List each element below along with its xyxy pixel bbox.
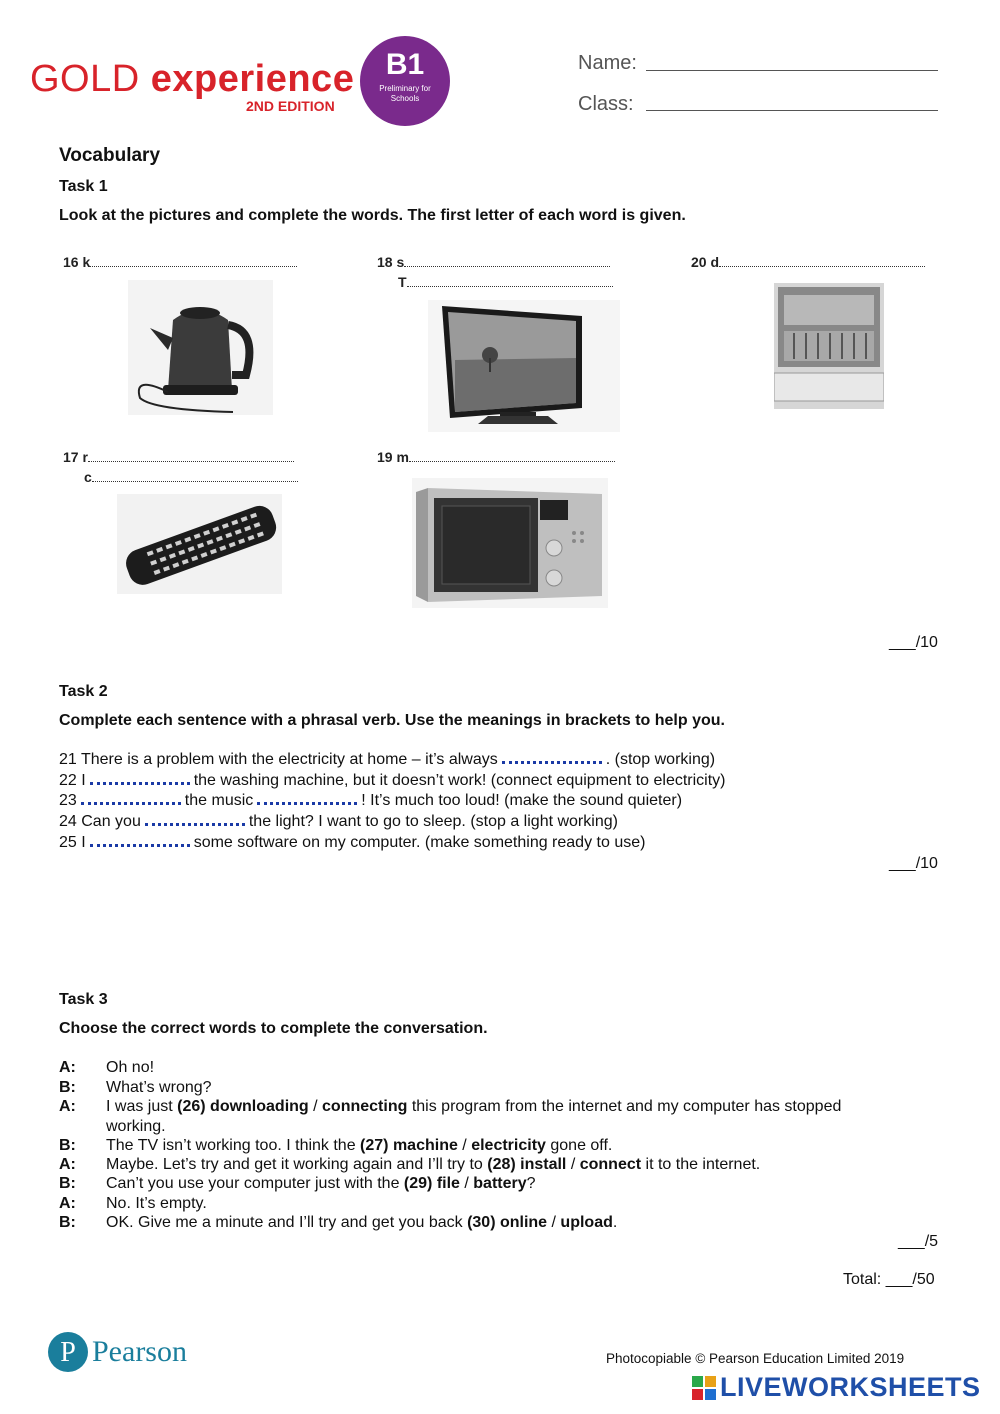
- answer-18b-field[interactable]: [407, 274, 613, 287]
- sentence-21: 21 There is a problem with the electricity at home – it’s always . (stop working): [59, 751, 716, 768]
- dialogue-line: A: No. It’s empty.: [59, 1195, 207, 1212]
- dialogue-line: B: Can’t you use your computer just with the (29) file / battery?: [59, 1175, 536, 1192]
- pearson-logo-icon: [47, 1331, 89, 1373]
- choice-29b[interactable]: battery: [473, 1175, 527, 1192]
- task1-score: ___/10: [889, 634, 938, 651]
- item-18: 18 s: [377, 254, 610, 270]
- task2-score: ___/10: [889, 855, 938, 872]
- choice-26a[interactable]: (26) downloading: [177, 1098, 309, 1115]
- task2-instruction: Complete each sentence with a phrasal verb. Use the meanings in brackets to help you.: [59, 712, 725, 729]
- dialogue-line: B: What’s wrong?: [59, 1079, 212, 1096]
- choice-27b[interactable]: electricity: [471, 1137, 546, 1154]
- liveworksheets-icon: [692, 1376, 716, 1400]
- remote-control-image: [117, 494, 282, 594]
- choice-27a[interactable]: (27) machine: [360, 1137, 458, 1154]
- choice-30b[interactable]: upload: [560, 1214, 613, 1231]
- badge-level: B1: [385, 48, 425, 81]
- dialogue-line: B: OK. Give me a minute and I’ll try and get you back (30) online / upload.: [59, 1214, 618, 1231]
- sentence-24: 24 Can you the light? I want to go to sleep. (stop a light working): [59, 813, 618, 830]
- answer-19-field[interactable]: [409, 449, 615, 462]
- item-17-second: c: [84, 469, 298, 485]
- dialogue-line: B: The TV isn’t working too. I think the (27) machine / electricity gone off.: [59, 1137, 613, 1154]
- brand-logo: GOLD experience: [30, 58, 355, 100]
- answer-18a-field[interactable]: [404, 254, 610, 267]
- answer-20-field[interactable]: [719, 254, 925, 267]
- badge-subtitle: Preliminary for Schools: [379, 84, 431, 103]
- answer-17a-field[interactable]: [88, 449, 294, 462]
- task1-instruction: Look at the pictures and complete the words. The first letter of each word is given.: [59, 207, 686, 224]
- task1-title: Task 1: [59, 178, 108, 195]
- answer-24-field[interactable]: [145, 813, 245, 826]
- item-16: 16 k: [63, 254, 297, 270]
- task2-title: Task 2: [59, 683, 108, 700]
- task3-instruction: Choose the correct words to complete the conversation.: [59, 1020, 488, 1037]
- name-field[interactable]: [646, 70, 938, 71]
- dishwasher-image: [774, 283, 884, 409]
- choice-29a[interactable]: (29) file: [403, 1175, 460, 1192]
- edition-label: 2ND EDITION: [246, 98, 335, 114]
- item-18-second: T: [398, 274, 613, 290]
- publisher-name: Pearson: [92, 1335, 187, 1368]
- item-20: 20 d: [691, 254, 925, 270]
- copyright: Photocopiable © Pearson Education Limited 2019: [606, 1351, 905, 1366]
- name-label: Name:: [578, 52, 637, 74]
- choice-28a[interactable]: (28) install: [487, 1156, 567, 1173]
- answer-23b-field[interactable]: [257, 792, 357, 805]
- kettle-image: [128, 280, 273, 415]
- tv-image: [428, 300, 620, 432]
- liveworksheets-brand: LIVEWORKSHEETS: [720, 1372, 981, 1402]
- level-badge: [360, 36, 450, 126]
- answer-16-field[interactable]: [90, 254, 297, 267]
- choice-26b[interactable]: connecting: [322, 1098, 408, 1115]
- sentence-22: 22 I the washing machine, but it doesn’t work! (connect equipment to electricity): [59, 772, 726, 789]
- answer-17b-field[interactable]: [92, 469, 298, 482]
- item-19: 19 m: [377, 449, 615, 465]
- class-label: Class:: [578, 93, 634, 115]
- sentence-23: 23 the music ! It’s much too loud! (make the sound quieter): [59, 792, 683, 809]
- class-field[interactable]: [646, 110, 938, 111]
- section-title: Vocabulary: [59, 145, 161, 166]
- microwave-image: [412, 478, 608, 608]
- item-17: 17 r: [63, 449, 294, 465]
- dialogue-line: A: Oh no!: [59, 1059, 155, 1076]
- answer-25-field[interactable]: [90, 834, 190, 847]
- task3-title: Task 3: [59, 991, 108, 1008]
- task3-score: ___/5: [898, 1233, 939, 1250]
- dialogue-line: A: I was just (26) downloading / connecting this program from the internet and my computer has stopped working.: [59, 1098, 842, 1135]
- svg-text:P: P: [60, 1337, 76, 1368]
- total-score: Total: ___/50: [843, 1271, 935, 1288]
- choice-28b[interactable]: connect: [579, 1156, 642, 1173]
- answer-21-field[interactable]: [502, 751, 602, 764]
- dialogue-line: A: Maybe. Let’s try and get it working again and I’ll try to (28) install / connect it to the internet.: [59, 1156, 761, 1173]
- choice-30a[interactable]: (30) online: [467, 1214, 548, 1231]
- answer-22-field[interactable]: [90, 772, 190, 785]
- answer-23a-field[interactable]: [81, 792, 181, 805]
- sentence-25: 25 I some software on my computer. (make something ready to use): [59, 834, 646, 851]
